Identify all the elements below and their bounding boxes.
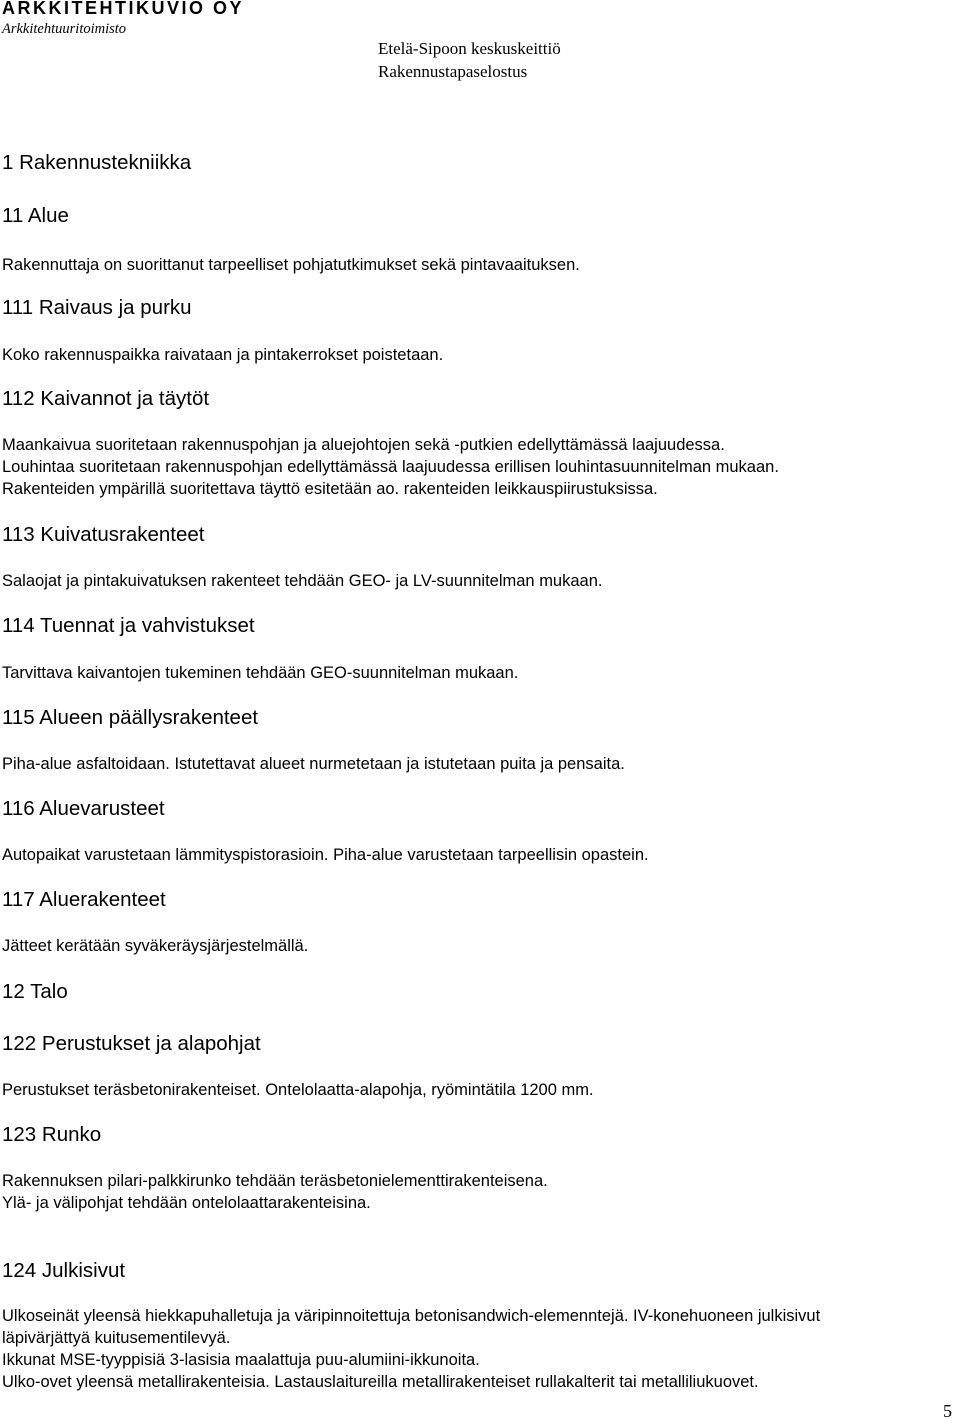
paragraph-124-2: läpivärjättyä kuitusementilevyä.	[2, 1329, 231, 1347]
heading-12: 12 Talo	[2, 980, 68, 1003]
paragraph-11: Rakennuttaja on suorittanut tarpeelliset pohjatutkimukset sekä pintavaaituksen.	[2, 256, 580, 274]
paragraph-117: Jätteet kerätään syväkeräysjärjestelmällä.	[2, 937, 309, 955]
paragraph-123-2: Ylä- ja välipohjat tehdään ontelolaattarakenteisina.	[2, 1194, 371, 1212]
paragraph-116: Autopaikat varustetaan lämmityspistorasioin. Piha-alue varustetaan tarpeellisin opastein.	[2, 846, 649, 864]
paragraph-122: Perustukset teräsbetonirakenteiset. Ontelolaatta-alapohja, ryömintätila 1200 mm.	[2, 1081, 594, 1099]
heading-116: 116 Aluevarusteet	[2, 797, 165, 820]
heading-117: 117 Aluerakenteet	[2, 888, 166, 911]
heading-123: 123 Runko	[2, 1123, 102, 1146]
heading-114: 114 Tuennat ja vahvistukset	[2, 614, 255, 637]
paragraph-115: Piha-alue asfaltoidaan. Istutettavat alueet nurmetetaan ja istutetaan puita ja pensaita.	[2, 755, 625, 773]
paragraph-113: Salaojat ja pintakuivatuksen rakenteet tehdään GEO- ja LV-suunnitelman mukaan.	[2, 572, 603, 590]
paragraph-123-1: Rakennuksen pilari-palkkirunko tehdään teräsbetonielementtirakenteisena.	[2, 1172, 548, 1190]
paragraph-112-2: Louhintaa suoritetaan rakennuspohjan edellyttämässä laajuudessa erillisen louhintasuunnitelman mukaan.	[2, 458, 779, 476]
heading-122: 122 Perustukset ja alapohjat	[2, 1032, 261, 1055]
paragraph-124-4: Ulko-ovet yleensä metallirakenteisia. Lastauslaitureilla metallirakenteiset rullakalterit tai metalliliukuovet.	[2, 1373, 759, 1391]
document-title: Rakennustapaselostus	[378, 62, 528, 81]
paragraph-111: Koko rakennuspaikka raivataan ja pintakerrokset poistetaan.	[2, 346, 444, 364]
company-name: ARKKITEHTIKUVIO OY	[2, 0, 245, 18]
paragraph-124-3: Ikkunat MSE-tyyppisiä 3-lasisia maalattuja puu-alumiini-ikkunoita.	[2, 1351, 480, 1369]
project-title: Etelä-Sipoon keskuskeittiö	[378, 39, 561, 58]
heading-124: 124 Julkisivut	[2, 1259, 126, 1282]
paragraph-114: Tarvittava kaivantojen tukeminen tehdään GEO-suunnitelman mukaan.	[2, 664, 519, 682]
heading-112: 112 Kaivannot ja täytöt	[2, 387, 210, 410]
paragraph-112-3: Rakenteiden ympärillä suoritettava täyttö esitetään ao. rakenteiden leikkauspiirustuksissa.	[2, 480, 658, 498]
heading-111: 111 Raivaus ja purku	[2, 296, 192, 319]
paragraph-112-1: Maankaivua suoritetaan rakennuspohjan ja aluejohtojen sekä -putkien edellyttämässä laajuudessa.	[2, 436, 725, 454]
company-subtitle: Arkkitehtuuritoimisto	[2, 21, 127, 37]
heading-115: 115 Alueen päällysrakenteet	[2, 706, 259, 729]
heading-1: 1 Rakennustekniikka	[2, 151, 192, 174]
heading-113: 113 Kuivatusrakenteet	[2, 523, 205, 546]
heading-11: 11 Alue	[2, 204, 69, 227]
paragraph-124-1: Ulkoseinät yleensä hiekkapuhalletuja ja väripinnoitettuja betonisandwich-elemenntejä. IV-konehuoneen julkisivut	[2, 1307, 821, 1325]
page-number: 5	[943, 1401, 952, 1421]
